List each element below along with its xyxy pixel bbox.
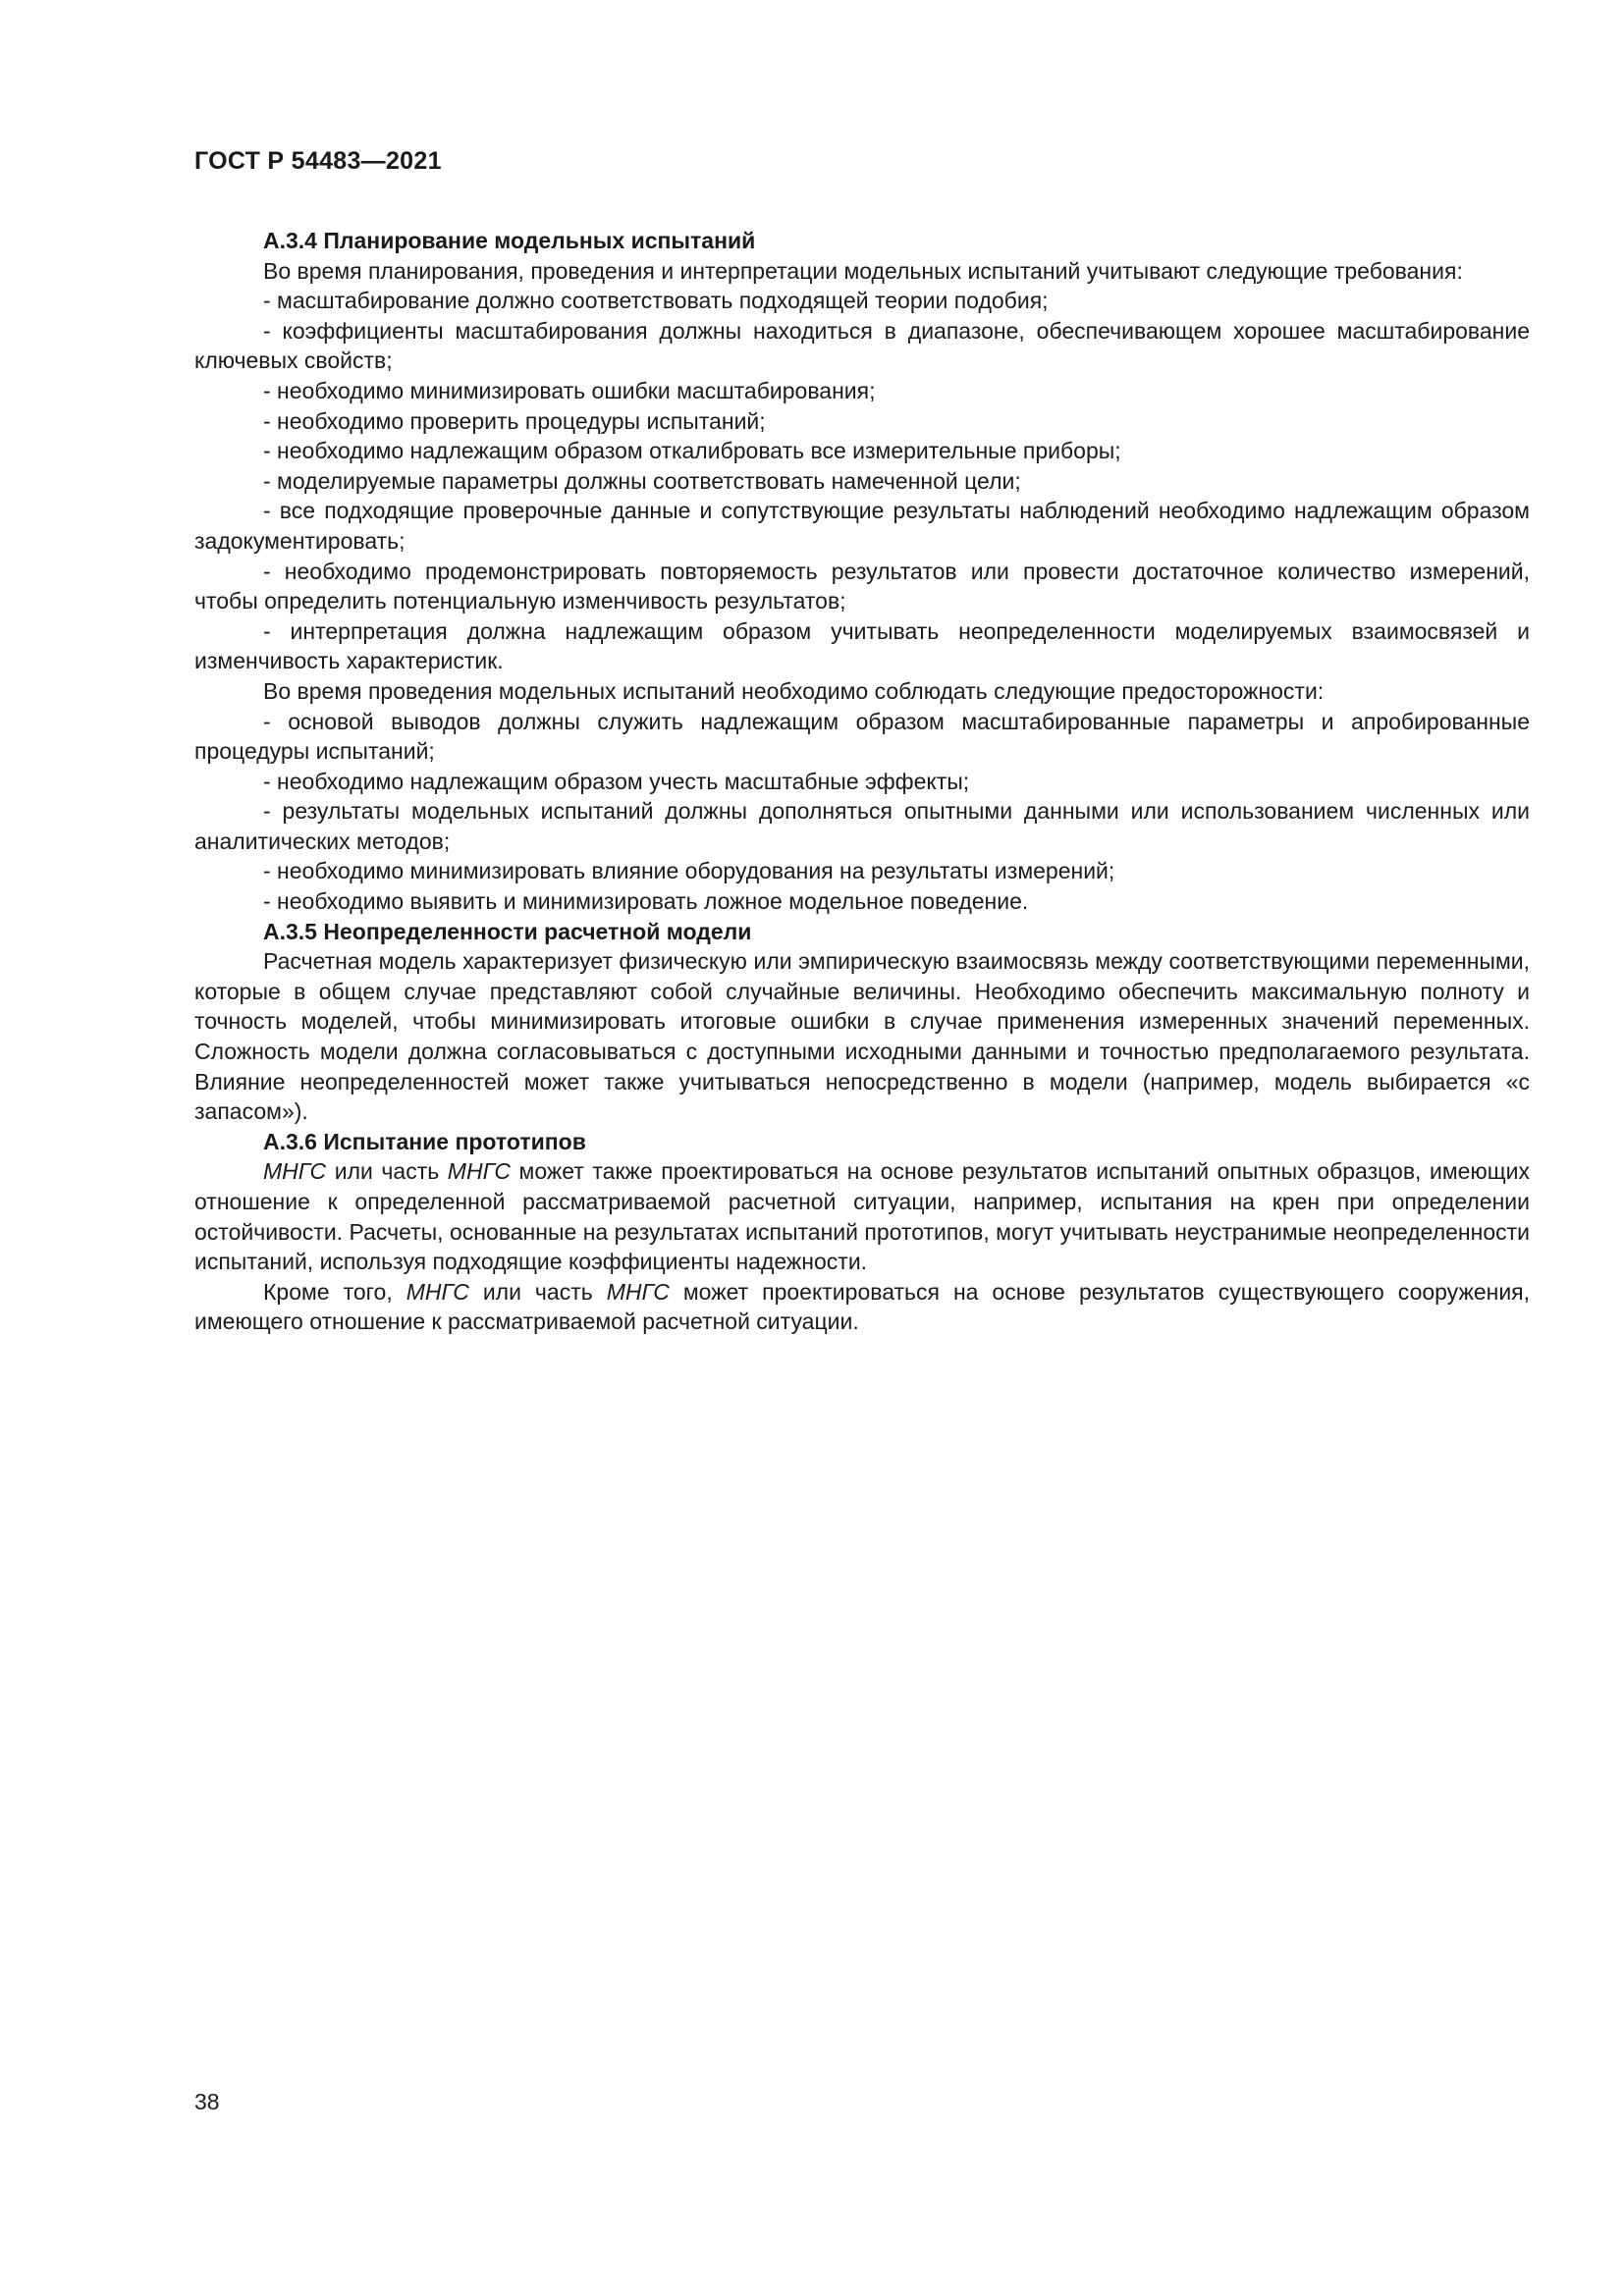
list-item: - необходимо проверить процедуры испытаний; bbox=[263, 407, 766, 434]
list-item: - моделируемые параметры должны соответствовать намеченной цели; bbox=[263, 467, 1021, 494]
list-item: - основой выводов должны служить надлежащим образом масштабированные параметры и апробированные процедуры испытаний; bbox=[194, 708, 1530, 765]
abbr-mngs: МНГС bbox=[406, 1278, 469, 1305]
section-title-a34: А.3.4 Планирование модельных испытаний bbox=[263, 228, 756, 253]
list-item: - необходимо минимизировать влияние оборудования на результаты измерений; bbox=[263, 858, 1115, 884]
section-title-a36: А.3.6 Испытание прототипов bbox=[263, 1128, 586, 1154]
document-id-header: ГОСТ Р 54483—2021 bbox=[194, 147, 442, 175]
page-number: 38 bbox=[194, 2089, 220, 2114]
list-item: - необходимо выявить и минимизировать ложное модельное поведение. bbox=[263, 888, 1029, 915]
text-fragment: может проектироваться на основе результатов существующего сооружения, имеющего отношение к рассматриваемой расчетной ситуации. bbox=[194, 1278, 1531, 1335]
list-item: - коэффициенты масштабирования должны находиться в диапазоне, обеспечивающем хорошее масштабирование ключевых свойств; bbox=[194, 317, 1530, 374]
list-item: - все подходящие проверочные данные и сопутствующие результаты наблюдений необходимо надлежащим образом задокументировать; bbox=[194, 498, 1530, 554]
abbr-mngs: МНГС bbox=[447, 1158, 511, 1185]
list-item: - необходимо продемонстрировать повторяемость результатов или провести достаточное количество измерений, чтобы определить потенциальную изменчивость результатов; bbox=[194, 558, 1530, 614]
list-item: - необходимо надлежащим образом откалибровать все измерительные приборы; bbox=[263, 438, 1121, 464]
text-fragment: или часть bbox=[326, 1158, 448, 1185]
text-fragment: или часть bbox=[468, 1278, 607, 1305]
section-title-a35: А.3.5 Неопределенности расчетной модели bbox=[263, 918, 752, 944]
precautions-list bbox=[194, 707, 1530, 917]
list-item: - масштабирование должно соответствовать подходящей теории подобия; bbox=[263, 288, 1049, 314]
list-item: - необходимо минимизировать ошибки масштабирования; bbox=[263, 377, 876, 403]
list-item: - результаты модельных испытаний должны дополняться опытными данными или использованием численных или аналитических методов; bbox=[194, 798, 1530, 854]
abbr-mngs: МНГС bbox=[606, 1278, 670, 1305]
requirements-list bbox=[194, 286, 1530, 676]
precautions-intro: Во время проведения модельных испытаний необходимо соблюдать следующие предосторожности: bbox=[263, 677, 1325, 704]
section-a34-intro: Во время планирования, проведения и интерпретации модельных испытаний учитывают следующие требования: bbox=[263, 257, 1463, 284]
section-a36-paragraph-1 bbox=[194, 1156, 1530, 1276]
abbr-mngs: МНГС bbox=[263, 1158, 327, 1185]
text-fragment: может также проектироваться на основе результатов испытаний опытных образцов, имеющих отношение к определенной рассматриваемой расчетной ситуации, например, испытания на крен при определении остойчивости. Расчеты, основанные на результатах испытаний прототипов, могут учитывать неустранимые неопределенности испытаний, используя подходящие коэффициенты надежности. bbox=[194, 1158, 1530, 1275]
document-body bbox=[194, 226, 1530, 1337]
text-fragment: Кроме того, bbox=[263, 1278, 406, 1305]
list-item: - интерпретация должна надлежащим образом учитывать неопределенности моделируемых взаимосвязей и изменчивость характеристик. bbox=[194, 617, 1530, 674]
list-item: - необходимо надлежащим образом учесть масштабные эффекты; bbox=[263, 768, 970, 794]
section-a36-paragraph-2 bbox=[194, 1277, 1530, 1337]
section-a35-text: Расчетная модель характеризует физическую или эмпирическую взаимосвязь между соответствующими переменными, которые в общем случае представляют собой случайные величины. Необходимо обеспечить максимальную полноту и точность моделей, чтобы минимизировать итоговые ошибки в случае применения измеренных значений переменных. Сложность модели должна согласовываться с доступными исходными данными и точностью предполагаемого результата. Влияние неопределенностей может также учитываться непосредственно в модели (например, модель выбирается «с запасом»). bbox=[194, 948, 1530, 1125]
